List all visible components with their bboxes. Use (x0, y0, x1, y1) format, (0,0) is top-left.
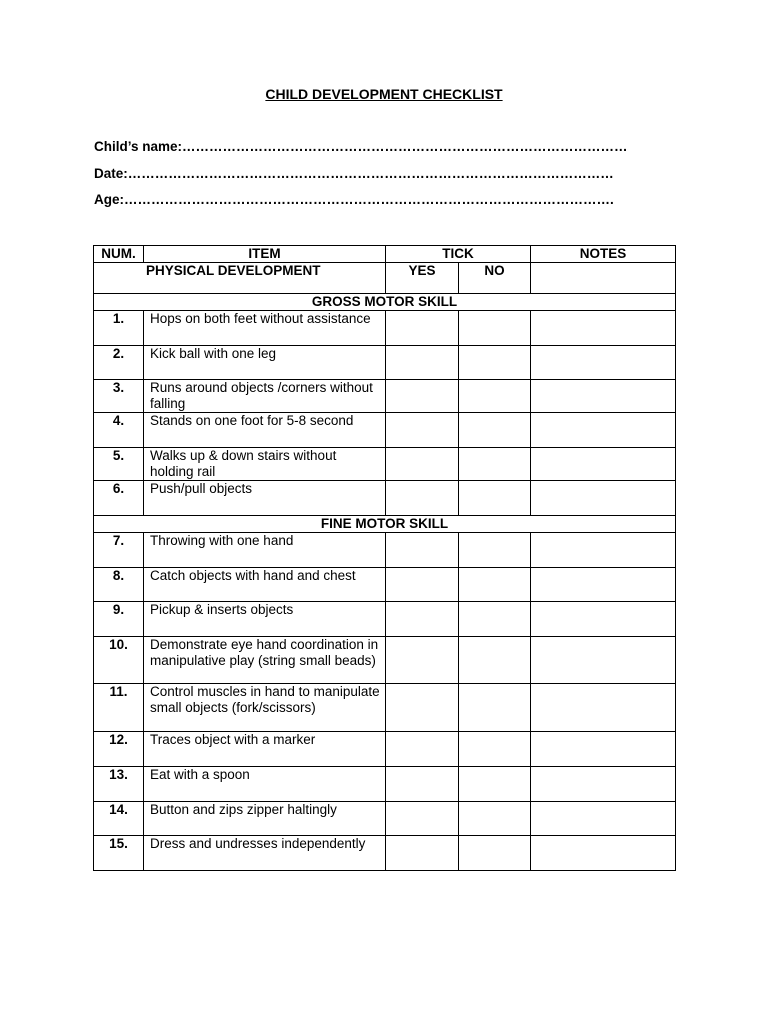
table-row (94, 481, 676, 516)
header-item: ITEM (144, 246, 386, 263)
item-description: Button and zips zipper haltingly (144, 802, 386, 836)
tick-no-cell[interactable] (459, 836, 531, 871)
tick-yes-cell[interactable] (386, 481, 459, 516)
section-header-row (94, 516, 676, 533)
tick-no-cell[interactable] (459, 380, 531, 413)
tick-yes-cell[interactable] (386, 346, 459, 380)
notes-cell[interactable] (531, 836, 676, 871)
tick-no-cell[interactable] (459, 732, 531, 767)
item-number: 6. (94, 481, 144, 516)
notes-cell[interactable] (531, 533, 676, 568)
table-row (94, 346, 676, 380)
date-field: Date:……………………………………………………………………………………………… (94, 166, 614, 181)
tick-no-cell[interactable] (459, 413, 531, 448)
item-description: Runs around objects /corners without falling (144, 380, 386, 413)
item-number: 14. (94, 802, 144, 836)
tick-no-cell[interactable] (459, 448, 531, 481)
notes-cell[interactable] (531, 346, 676, 380)
item-description: Stands on one foot for 5-8 second (144, 413, 386, 448)
tick-no-cell[interactable] (459, 602, 531, 637)
section-title: FINE MOTOR SKILL (94, 516, 676, 533)
age-field: Age:………………………………………………………………………………………………. (94, 192, 614, 207)
section-header-row (94, 294, 676, 311)
table-row (94, 568, 676, 602)
item-description: Control muscles in hand to manipulate small objects (fork/scissors) (144, 684, 386, 732)
item-number: 10. (94, 637, 144, 684)
notes-cell[interactable] (531, 767, 676, 802)
header-notes: NOTES (531, 246, 676, 263)
item-description: Push/pull objects (144, 481, 386, 516)
section-title: GROSS MOTOR SKILL (94, 294, 676, 311)
tick-no-cell[interactable] (459, 533, 531, 568)
table-row (94, 802, 676, 836)
tick-yes-cell[interactable] (386, 637, 459, 684)
page-title: CHILD DEVELOPMENT CHECKLIST (265, 86, 503, 102)
item-number: 3. (94, 380, 144, 413)
item-number: 12. (94, 732, 144, 767)
notes-cell[interactable] (531, 802, 676, 836)
tick-yes-cell[interactable] (386, 448, 459, 481)
tick-yes-cell[interactable] (386, 380, 459, 413)
table-row (94, 448, 676, 481)
item-description: Walks up & down stairs without holding rail (144, 448, 386, 481)
item-number: 5. (94, 448, 144, 481)
item-description: Pickup & inserts objects (144, 602, 386, 637)
tick-yes-cell[interactable] (386, 684, 459, 732)
notes-cell[interactable] (531, 380, 676, 413)
item-number: 9. (94, 602, 144, 637)
item-number: 1. (94, 311, 144, 346)
item-number: 15. (94, 836, 144, 871)
table-row (94, 637, 676, 684)
tick-yes-cell[interactable] (386, 767, 459, 802)
notes-cell[interactable] (531, 413, 676, 448)
notes-cell[interactable] (531, 602, 676, 637)
tick-no-cell[interactable] (459, 802, 531, 836)
table-row (94, 413, 676, 448)
tick-yes-cell[interactable] (386, 311, 459, 346)
table-row (94, 836, 676, 871)
header-num: NUM. (94, 246, 144, 263)
table-subheader-row (94, 263, 676, 294)
item-description: Catch objects with hand and chest (144, 568, 386, 602)
tick-no-cell[interactable] (459, 684, 531, 732)
tick-no-cell[interactable] (459, 767, 531, 802)
tick-no-cell[interactable] (459, 568, 531, 602)
item-description: Eat with a spoon (144, 767, 386, 802)
tick-yes-cell[interactable] (386, 533, 459, 568)
table-row (94, 380, 676, 413)
tick-no-cell[interactable] (459, 346, 531, 380)
notes-cell[interactable] (531, 568, 676, 602)
item-number: 13. (94, 767, 144, 802)
notes-cell[interactable] (531, 311, 676, 346)
item-number: 7. (94, 533, 144, 568)
tick-yes-cell[interactable] (386, 836, 459, 871)
item-number: 2. (94, 346, 144, 380)
item-description: Demonstrate eye hand coordination in manipulative play (string small beads) (144, 637, 386, 684)
notes-cell[interactable] (531, 481, 676, 516)
item-description: Hops on both feet without assistance (144, 311, 386, 346)
header-no: NO (459, 263, 531, 294)
table-row (94, 533, 676, 568)
category-physical-development: PHYSICAL DEVELOPMENT (94, 263, 386, 294)
tick-no-cell[interactable] (459, 637, 531, 684)
header-tick: TICK (386, 246, 531, 263)
item-description: Dress and undresses independently (144, 836, 386, 871)
tick-yes-cell[interactable] (386, 802, 459, 836)
tick-yes-cell[interactable] (386, 568, 459, 602)
tick-yes-cell[interactable] (386, 602, 459, 637)
childs-name-field: Child’s name:……………………………………………………………………………………… (94, 139, 628, 154)
tick-yes-cell[interactable] (386, 413, 459, 448)
notes-cell[interactable] (531, 637, 676, 684)
notes-cell[interactable] (531, 732, 676, 767)
table-row (94, 684, 676, 732)
item-description: Throwing with one hand (144, 533, 386, 568)
table-header-row (94, 246, 676, 263)
notes-blank (531, 263, 676, 294)
notes-cell[interactable] (531, 684, 676, 732)
checklist-body (94, 294, 676, 871)
table-row (94, 311, 676, 346)
table-row (94, 732, 676, 767)
item-description: Kick ball with one leg (144, 346, 386, 380)
table-row (94, 767, 676, 802)
header-yes: YES (386, 263, 459, 294)
item-number: 4. (94, 413, 144, 448)
item-number: 11. (94, 684, 144, 732)
item-description: Traces object with a marker (144, 732, 386, 767)
tick-no-cell[interactable] (459, 481, 531, 516)
tick-no-cell[interactable] (459, 311, 531, 346)
tick-yes-cell[interactable] (386, 732, 459, 767)
checklist-table (93, 245, 676, 871)
item-number: 8. (94, 568, 144, 602)
table-row (94, 602, 676, 637)
notes-cell[interactable] (531, 448, 676, 481)
